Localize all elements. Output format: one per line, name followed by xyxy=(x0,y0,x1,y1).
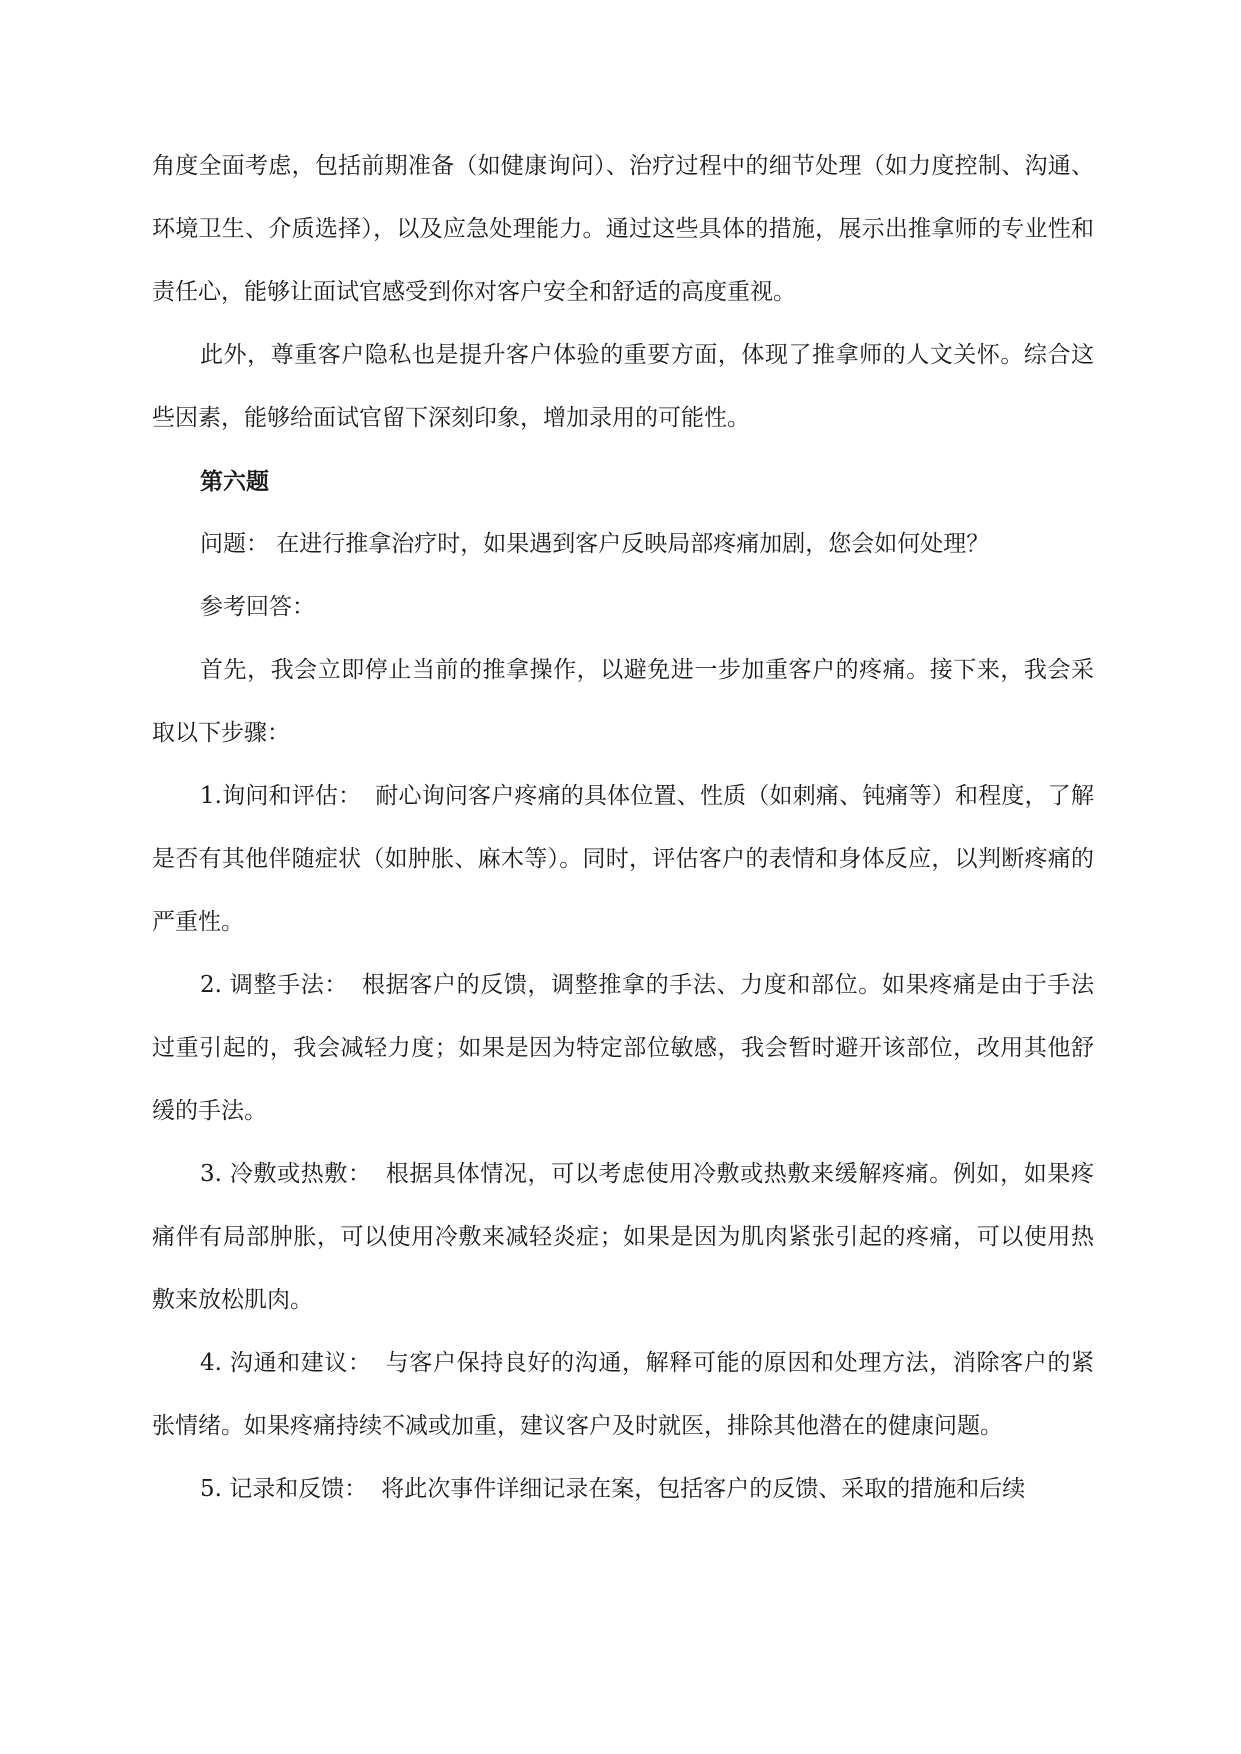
step-item xyxy=(152,1143,1094,1332)
step-label: 1.询问和评估： xyxy=(200,783,362,809)
step-label: 3. 冷敷或热敷： xyxy=(200,1161,372,1187)
step-label: 5. 记录和反馈： xyxy=(200,1476,368,1502)
step-text: 与客户保持良好的沟通，解释可能的原因和处理方法，消除客户的紧张情绪。如果疼痛持续不减或加重，建议客户及时就医，排除其他潜在的健康问题。 xyxy=(152,1350,1095,1439)
step-text: 根据客户的反馈，调整推拿的手法、力度和部位。如果疼痛是由于手法过重引起的，我会减轻力度；如果是因为特定部位敏感，我会暂时避开该部位，改用其他舒缓的手法。 xyxy=(152,972,1094,1124)
answer-intro: 首先，我会立即停止当前的推拿操作，以避免进一步加重客户的疼痛。接下来，我会采取以下步骤： xyxy=(152,657,1094,746)
step-item xyxy=(152,954,1094,1143)
question-heading: 第六题 xyxy=(200,468,269,495)
question-text: 问题： 在进行推拿治疗时，如果遇到客户反映局部疼痛加剧，您会如何处理？ xyxy=(200,531,990,557)
step-text: 将此次事件详细记录在案，包括客户的反馈、采取的措施和后续 xyxy=(381,1476,1026,1502)
continuation-paragraph: 角度全面考虑，包括前期准备（如健康询问）、治疗过程中的细节处理（如力度控制、沟通、环境卫生、介质选择），以及应急处理能力。通过这些具体的措施，展示出推拿师的专业性和责任心，能够让面试官感受到你对客户安全和舒适的高度重视。 xyxy=(152,153,1094,305)
step-text: 耐心询问客户疼痛的具体位置、性质（如刺痛、钝痛等）和程度，了解是否有其他伴随症状（如肿胀、麻木等）。同时，评估客户的表情和身体反应，以判断疼痛的严重性。 xyxy=(152,783,1094,935)
step-item xyxy=(152,1332,1094,1458)
privacy-paragraph: 此外，尊重客户隐私也是提升客户体验的重要方面，体现了推拿师的人文关怀。综合这些因素，能够给面试官留下深刻印象，增加录用的可能性。 xyxy=(152,342,1094,431)
document-page xyxy=(152,135,1094,1521)
step-item xyxy=(152,765,1094,954)
answer-label: 参考回答： xyxy=(200,594,315,620)
step-text: 根据具体情况，可以考虑使用冷敷或热敷来缓解疼痛。例如，如果疼痛伴有局部肿胀，可以使用冷敷来减轻炎症；如果是因为肌肉紧张引起的疼痛，可以使用热敷来放松肌肉。 xyxy=(152,1161,1095,1313)
step-label: 2. 调整手法： xyxy=(200,972,349,998)
step-label: 4. 沟通和建议： xyxy=(200,1350,372,1376)
step-item xyxy=(152,1458,1094,1521)
